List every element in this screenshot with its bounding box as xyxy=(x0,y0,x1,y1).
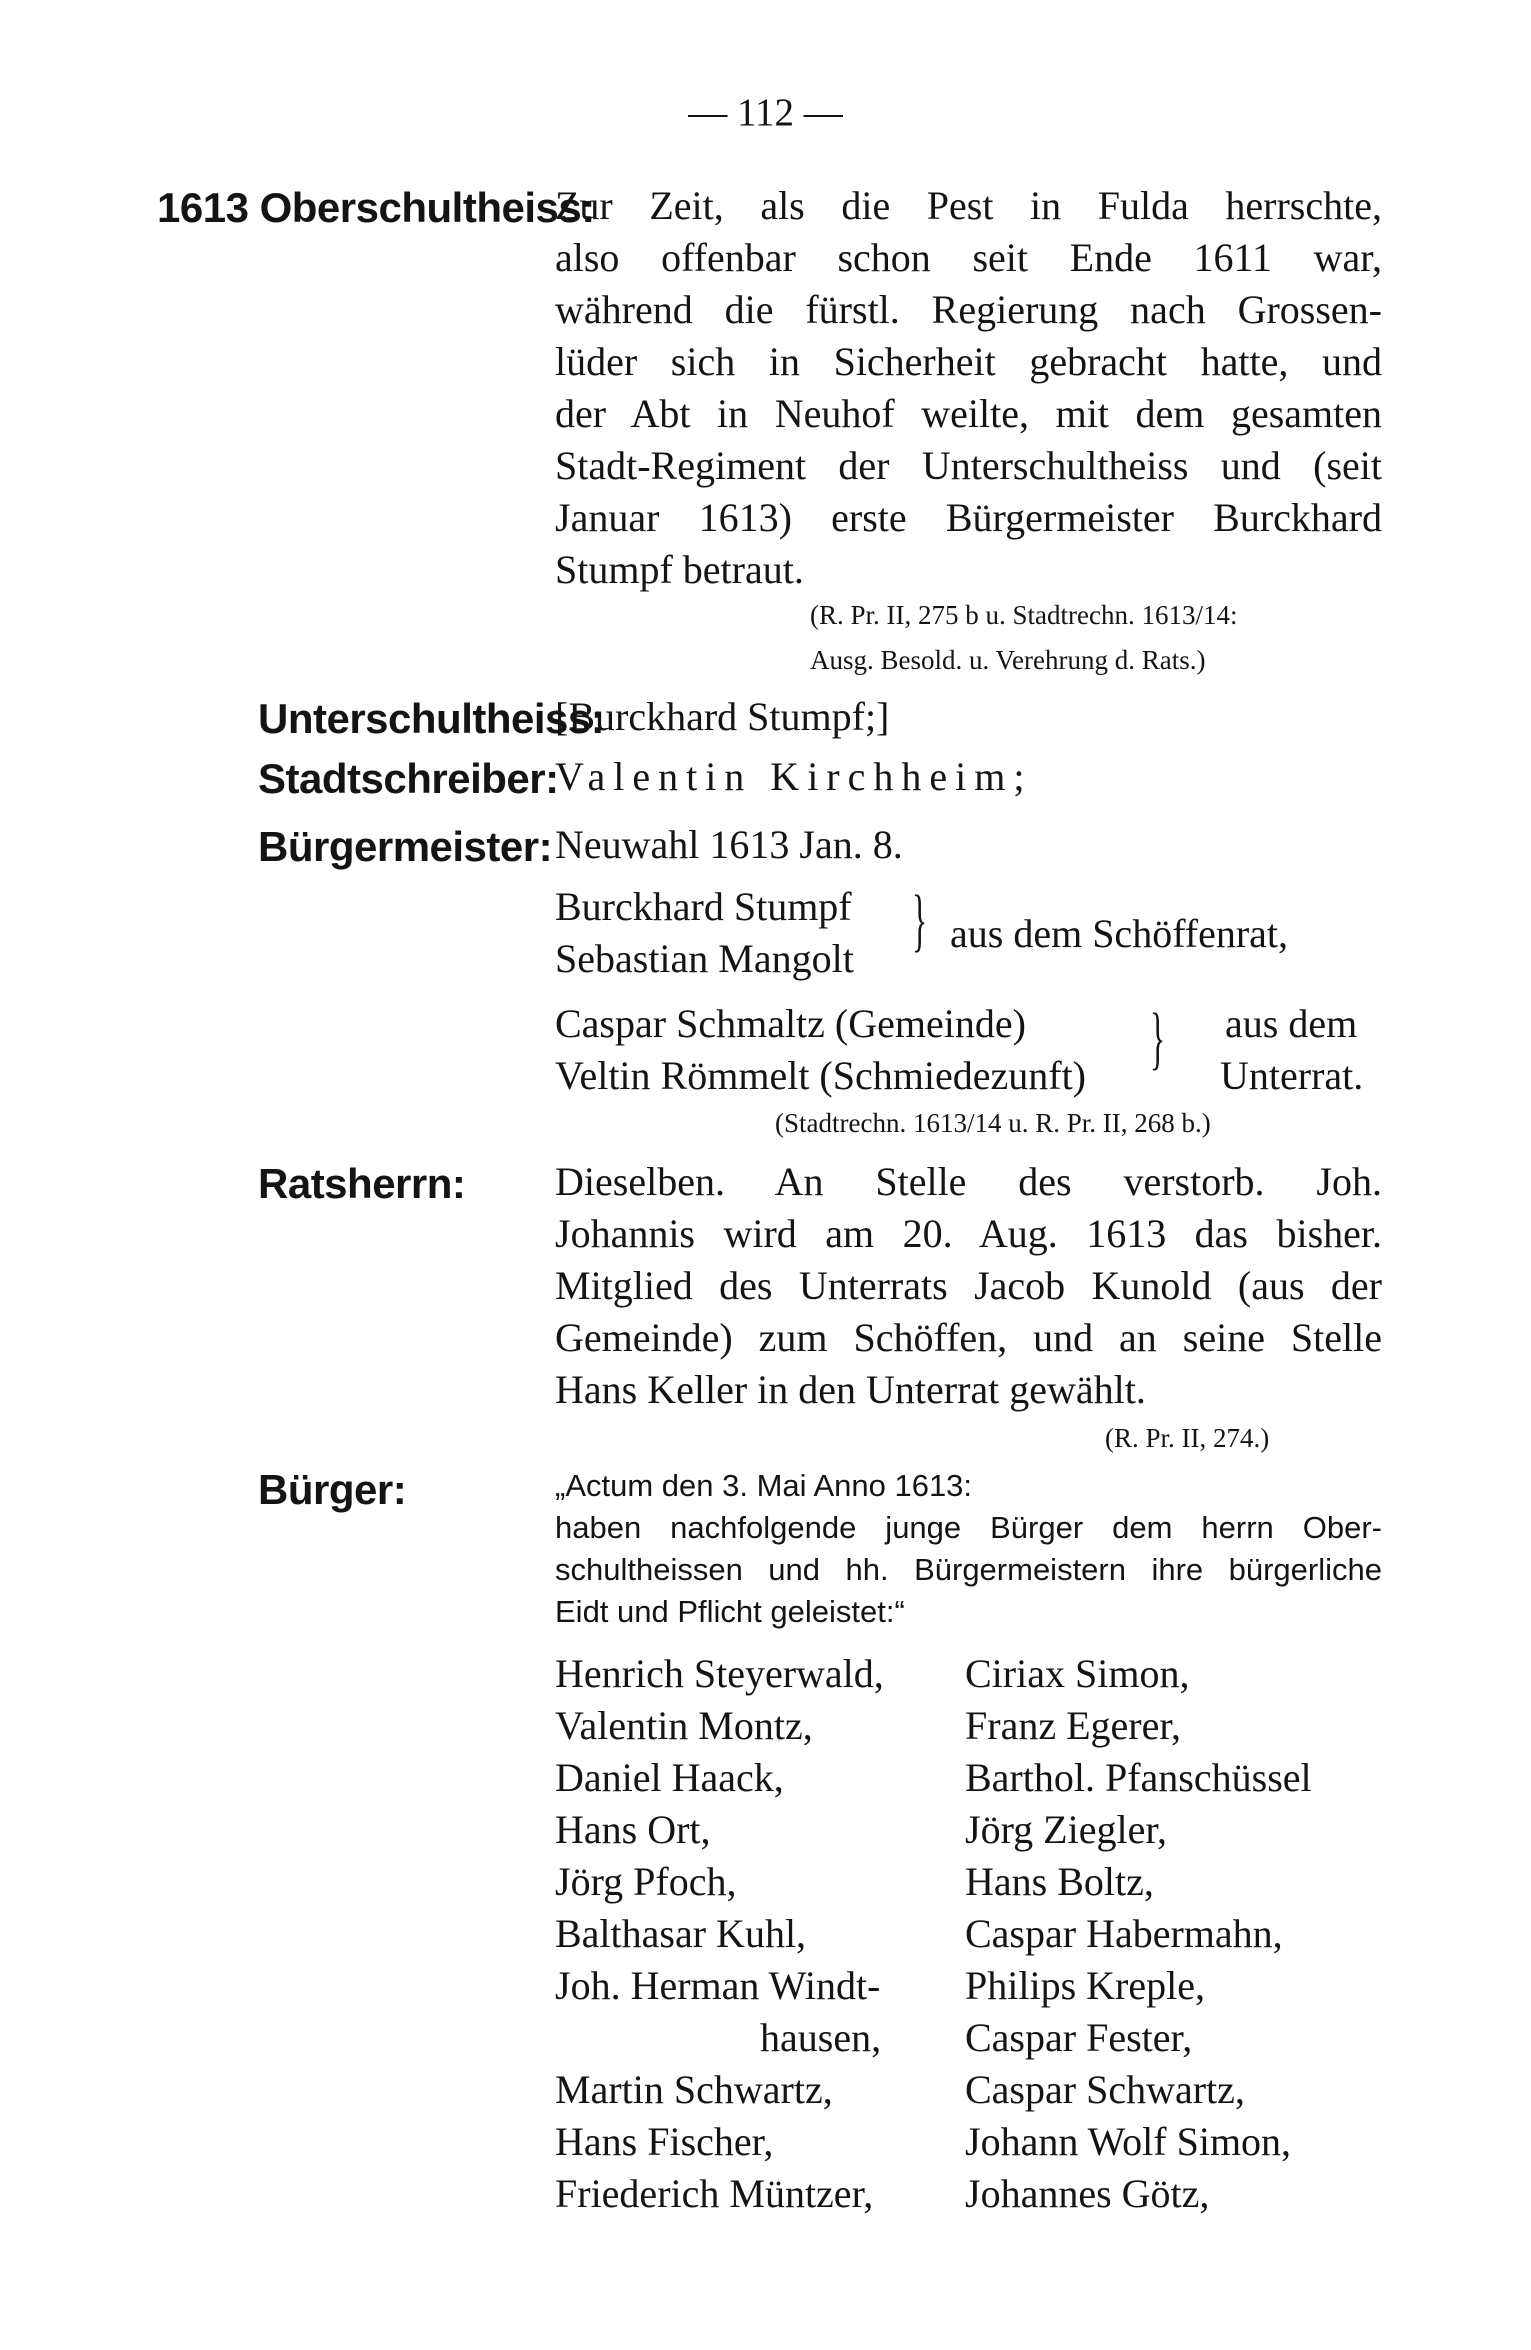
oberschultheiss-line-8: Stumpf betraut. xyxy=(555,547,804,592)
buergermeister-ref: (Stadtrechn. 1613/14 u. R. Pr. II, 268 b.) xyxy=(775,1108,1211,1138)
buergermeister-group1-note: aus dem Schöffenrat, xyxy=(950,911,1289,956)
name-left: Hans Ort, xyxy=(555,1807,711,1852)
buergermeister-name-2: Sebastian Mangolt xyxy=(555,936,854,981)
buergermeister-name-3: Caspar Schmaltz (Gemeinde) xyxy=(555,1001,1026,1046)
name-left: Martin Schwartz, xyxy=(555,2067,833,2112)
name-right: Hans Boltz, xyxy=(965,1859,1154,1904)
ratsherrn-line-4: Gemeinde) zum Schöffen, und an seine Stelle xyxy=(555,1315,1382,1360)
ratsherrn-line-5: Hans Keller in den Unterrat gewählt. xyxy=(555,1367,1146,1412)
name-left: Henrich Steyerwald, xyxy=(555,1651,884,1696)
ratsherrn-line-3: Mitglied des Unterrats Jacob Kunold (aus der xyxy=(555,1263,1382,1308)
name-right: Ciriax Simon, xyxy=(965,1651,1190,1696)
label-buergermeister: Bürgermeister: xyxy=(258,823,553,870)
buerger-quote-line-4: Eidt und Pflicht geleistet:“ xyxy=(555,1594,905,1629)
label-stadtschreiber: Stadtschreiber: xyxy=(258,755,559,802)
name-right: Caspar Fester, xyxy=(965,2015,1193,2060)
name-left: Valentin Montz, xyxy=(555,1703,813,1748)
name-left: Daniel Haack, xyxy=(555,1755,784,1800)
buergermeister-name-4: Veltin Römmelt (Schmiedezunft) xyxy=(555,1053,1086,1098)
unterschultheiss-text: [Burckhard Stumpf;] xyxy=(555,694,890,739)
name-right: Caspar Schwartz, xyxy=(965,2067,1245,2112)
ratsherrn-line-2: Johannis wird am 20. Aug. 1613 das bisher. xyxy=(555,1211,1382,1256)
name-right: Caspar Habermahn, xyxy=(965,1911,1283,1956)
name-right: Philips Kreple, xyxy=(965,1963,1205,2008)
ratsherrn-line-1: Dieselben. An Stelle des verstorb. Joh. xyxy=(555,1159,1382,1204)
oberschultheiss-line-4: lüder sich in Sicherheit gebracht hatte, und xyxy=(555,339,1382,384)
oberschultheiss-line-7: Januar 1613) erste Bürgermeister Burckhard xyxy=(555,495,1382,540)
name-left: Balthasar Kuhl, xyxy=(555,1911,807,1956)
oberschultheiss-line-5: der Abt in Neuhof weilte, mit dem gesamten xyxy=(555,391,1382,436)
name-right: Johannes Götz, xyxy=(965,2171,1210,2216)
label-oberschultheiss: 1613 Oberschultheiss: xyxy=(157,184,595,231)
buergermeister-group2-note-2: Unterrat. xyxy=(1220,1053,1364,1098)
label-buerger: Bürger: xyxy=(258,1466,407,1513)
ratsherrn-ref: (R. Pr. II, 274.) xyxy=(1105,1423,1270,1453)
buergermeister-name-1: Burckhard Stumpf xyxy=(555,884,852,929)
brace-icon: } xyxy=(1150,1000,1166,1077)
brace-icon: } xyxy=(912,882,928,959)
name-left: Joh. Herman Windt- xyxy=(555,1963,881,2008)
page-number: — 112 — xyxy=(688,91,843,134)
buerger-quote-line-2: haben nachfolgende junge Bürger dem herrn Ober- xyxy=(555,1510,1382,1545)
name-right: Franz Egerer, xyxy=(965,1703,1182,1748)
oberschultheiss-line-3: während die fürstl. Regierung nach Grossen- xyxy=(555,287,1382,332)
label-unterschultheiss: Unterschultheiss: xyxy=(258,695,605,742)
name-left: hausen, xyxy=(760,2015,882,2060)
stadtschreiber-text: Valentin Kirchheim; xyxy=(555,754,1033,799)
buerger-quote-line-1: „Actum den 3. Mai Anno 1613: xyxy=(555,1468,973,1503)
oberschultheiss-line-6: Stadt-Regiment der Unterschultheiss und (seit xyxy=(555,443,1382,488)
buergermeister-heading: Neuwahl 1613 Jan. 8. xyxy=(555,822,903,867)
buergermeister-group2-note-1: aus dem xyxy=(1225,1001,1358,1046)
oberschultheiss-ref-2: Ausg. Besold. u. Verehrung d. Rats.) xyxy=(810,645,1206,675)
name-left: Friederich Müntzer, xyxy=(555,2171,874,2216)
name-right: Johann Wolf Simon, xyxy=(965,2119,1292,2164)
name-right: Barthol. Pfanschüssel xyxy=(965,1755,1312,1800)
name-left: Hans Fischer, xyxy=(555,2119,774,2164)
name-right: Jörg Ziegler, xyxy=(965,1807,1168,1852)
name-left: Jörg Pfoch, xyxy=(555,1859,737,1904)
buerger-quote-line-3: schultheissen und hh. Bürgermeistern ihre bürgerliche xyxy=(555,1552,1382,1587)
oberschultheiss-ref-1: (R. Pr. II, 275 b u. Stadtrechn. 1613/14: xyxy=(810,600,1238,630)
oberschultheiss-line-2: also offenbar schon seit Ende 1611 war, xyxy=(555,235,1382,280)
oberschultheiss-line-1: Zur Zeit, als die Pest in Fulda herrschte, xyxy=(555,183,1382,228)
label-ratsherrn: Ratsherrn: xyxy=(258,1160,466,1207)
